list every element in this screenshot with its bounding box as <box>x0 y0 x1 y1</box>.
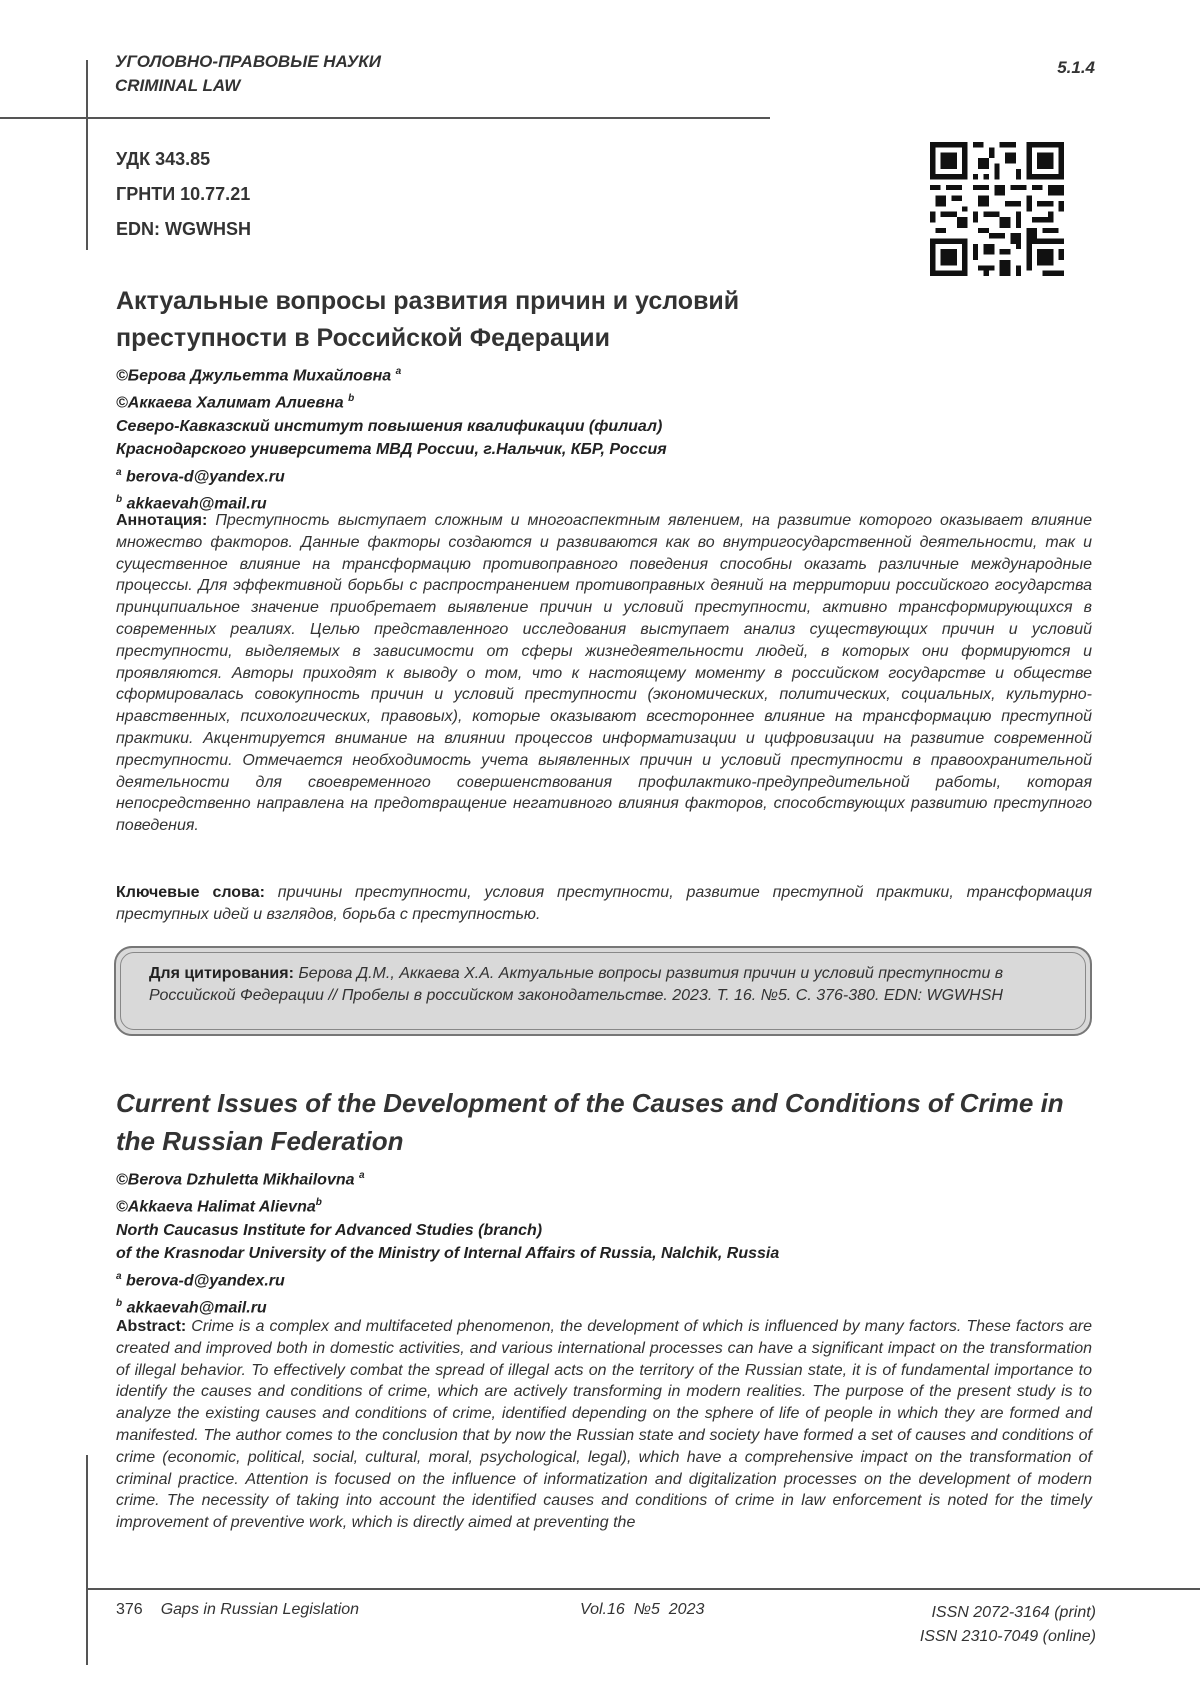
section-header <box>115 50 381 98</box>
left-margin-rule-top <box>86 60 88 250</box>
email-2-en: b akkaevah@mail.ru <box>116 1292 779 1319</box>
author-2-ru: ©Аккаева Халимат Алиевна b <box>116 387 667 414</box>
email-1-en: a berova-d@yandex.ru <box>116 1265 779 1292</box>
article-meta <box>116 142 251 247</box>
email-2-ru: b akkaevah@mail.ru <box>116 488 667 515</box>
affiliation-ru-1: Северо-Кавказский институт повышения квалификации (филиал) <box>116 415 667 438</box>
journal-name: Gaps in Russian Legislation <box>161 1601 359 1618</box>
section-title-en: CRIMINAL LAW <box>115 74 381 98</box>
author-1-ru: ©Берова Джульетта Михайловна a <box>116 360 667 387</box>
page-number: 376 <box>116 1601 143 1618</box>
footer-volume: Vol.16 №5 2023 <box>580 1601 704 1619</box>
qr-code-icon <box>930 142 1064 276</box>
abstract-en <box>116 1316 1092 1534</box>
grnti-code: ГРНТИ 10.77.21 <box>116 177 251 212</box>
abstract-label: Abstract: <box>116 1318 186 1335</box>
header-rule <box>0 117 770 119</box>
affiliation-en-2: of the Krasnodar University of the Ministry of Internal Affairs of Russia, Nalchik, Russia <box>116 1242 779 1265</box>
affiliation-ru-2: Краснодарского университета МВД России, г.Нальчик, КБР, Россия <box>116 438 667 461</box>
keywords-text: причины преступности, условия преступности, развитие преступной практики, трансформация преступных идей и взглядов, борьба с преступностью. <box>116 884 1092 923</box>
udk-code: УДК 343.85 <box>116 142 251 177</box>
author-2-en: ©Akkaeva Halimat Alievnab <box>116 1191 779 1218</box>
abstract-text: Crime is a complex and multifaceted phenomenon, the development of which is influenced by many factors. These factors are created and improved both in domestic activities, and various international processes can have a significant impact on the transformation of illegal behavior. To effectively combat the spread of illegal acts on the territory of the Russian state, it is of fundamental importance to identify the causes and conditions of crime, which are actively transforming in modern realities. The purpose of the present study is to analyze the existing causes and conditions of crime, identified depending on the sphere of life of people in which they are formed and manifested. The author comes to the conclusion that by now the Russian state and society have formed a set of causes and conditions of crime (economic, political, social, cultural, moral, psychological, legal), which have a comprehensive impact on the transformation of criminal practice. Attention is focused on the influence of informatization and digitalization processes on the development of modern crime. The necessity of taking into account the identified causes and conditions of crime in law enforcement is noted for the timely improvement of preventive work, which is directly aimed at preventing the <box>116 1318 1092 1531</box>
email-1-ru: a berova-d@yandex.ru <box>116 461 667 488</box>
author-1-en: ©Berova Dzhuletta Mikhailovna a <box>116 1164 779 1191</box>
left-margin-rule-bottom <box>86 1455 88 1665</box>
annotation-label: Аннотация: <box>116 512 207 529</box>
keywords-ru <box>116 882 1092 926</box>
keywords-label: Ключевые слова: <box>116 884 265 901</box>
issn-print: ISSN 2072-3164 (print) <box>920 1601 1096 1625</box>
citation-inner <box>120 952 1086 1030</box>
annotation-ru <box>116 510 1092 837</box>
authors-block-ru <box>116 360 667 515</box>
specialty-code: 5.1.4 <box>1057 58 1095 78</box>
citation-text: Берова Д.М., Аккаева Х.А. Актуальные вопросы развития причин и условий преступности в Российской Федерации // Пробелы в российском законодательстве. 2023. Т. 16. №5. С. 376-380. EDN: WGWHSH <box>149 965 1003 1004</box>
footer-issn <box>920 1601 1096 1649</box>
issn-online: ISSN 2310-7049 (online) <box>920 1625 1096 1649</box>
citation-label: Для цитирования: <box>149 965 294 982</box>
citation-box <box>114 946 1092 1036</box>
footer-rule <box>86 1588 1200 1590</box>
footer-journal <box>116 1601 359 1619</box>
article-title-ru: Актуальные вопросы развития причин и условий преступности в Российской Федерации <box>116 283 836 357</box>
article-title-en: Current Issues of the Development of the Causes and Conditions of Crime in the Russian Federation <box>116 1084 1096 1160</box>
edn-code: EDN: WGWHSH <box>116 212 251 247</box>
affiliation-en-1: North Caucasus Institute for Advanced Studies (branch) <box>116 1219 779 1242</box>
annotation-text: Преступность выступает сложным и многоаспектным явлением, на развитие которого оказывает влияние множество факторов. Данные факторы создаются и развиваются как во внутригосударственной деятельности, так и существенное влияние на трансформацию противоправного поведения способны оказать различные международные процессы. Для эффективной борьбы с распространением противоправных деяний на территории российского государства принципиальное значение приобретает выявление причин и условий преступности, активно трансформирующихся в современных реалиях. Целью представленного исследования выступает анализ существующих причин и условий преступности, выделяемых в зависимости от сферы жизнедеятельности людей, в которых они формируются и проявляются. Авторы приходят к выводу о том, что к настоящему моменту в российском государстве и обществе сформировалась совокупность причин и условий преступности (экономических, политических, социальных, культурно-нравственных, психологических, правовых), которые оказывают всестороннее влияние на трансформацию преступной практики. Акцентируется внимание на влиянии процессов информатизации и цифровизации на развитие современной преступности. Отмечается необходимость учета выявленных причин и условий преступности в правоохранительной деятельности для своевременного совершенствования профилактико-предупредительной работы, которая непосредственно направлена на предотвращение негативного влияния факторов, способствующих развитию преступного поведения. <box>116 512 1092 834</box>
authors-block-en <box>116 1164 779 1319</box>
section-title-ru: УГОЛОВНО-ПРАВОВЫЕ НАУКИ <box>115 50 381 74</box>
